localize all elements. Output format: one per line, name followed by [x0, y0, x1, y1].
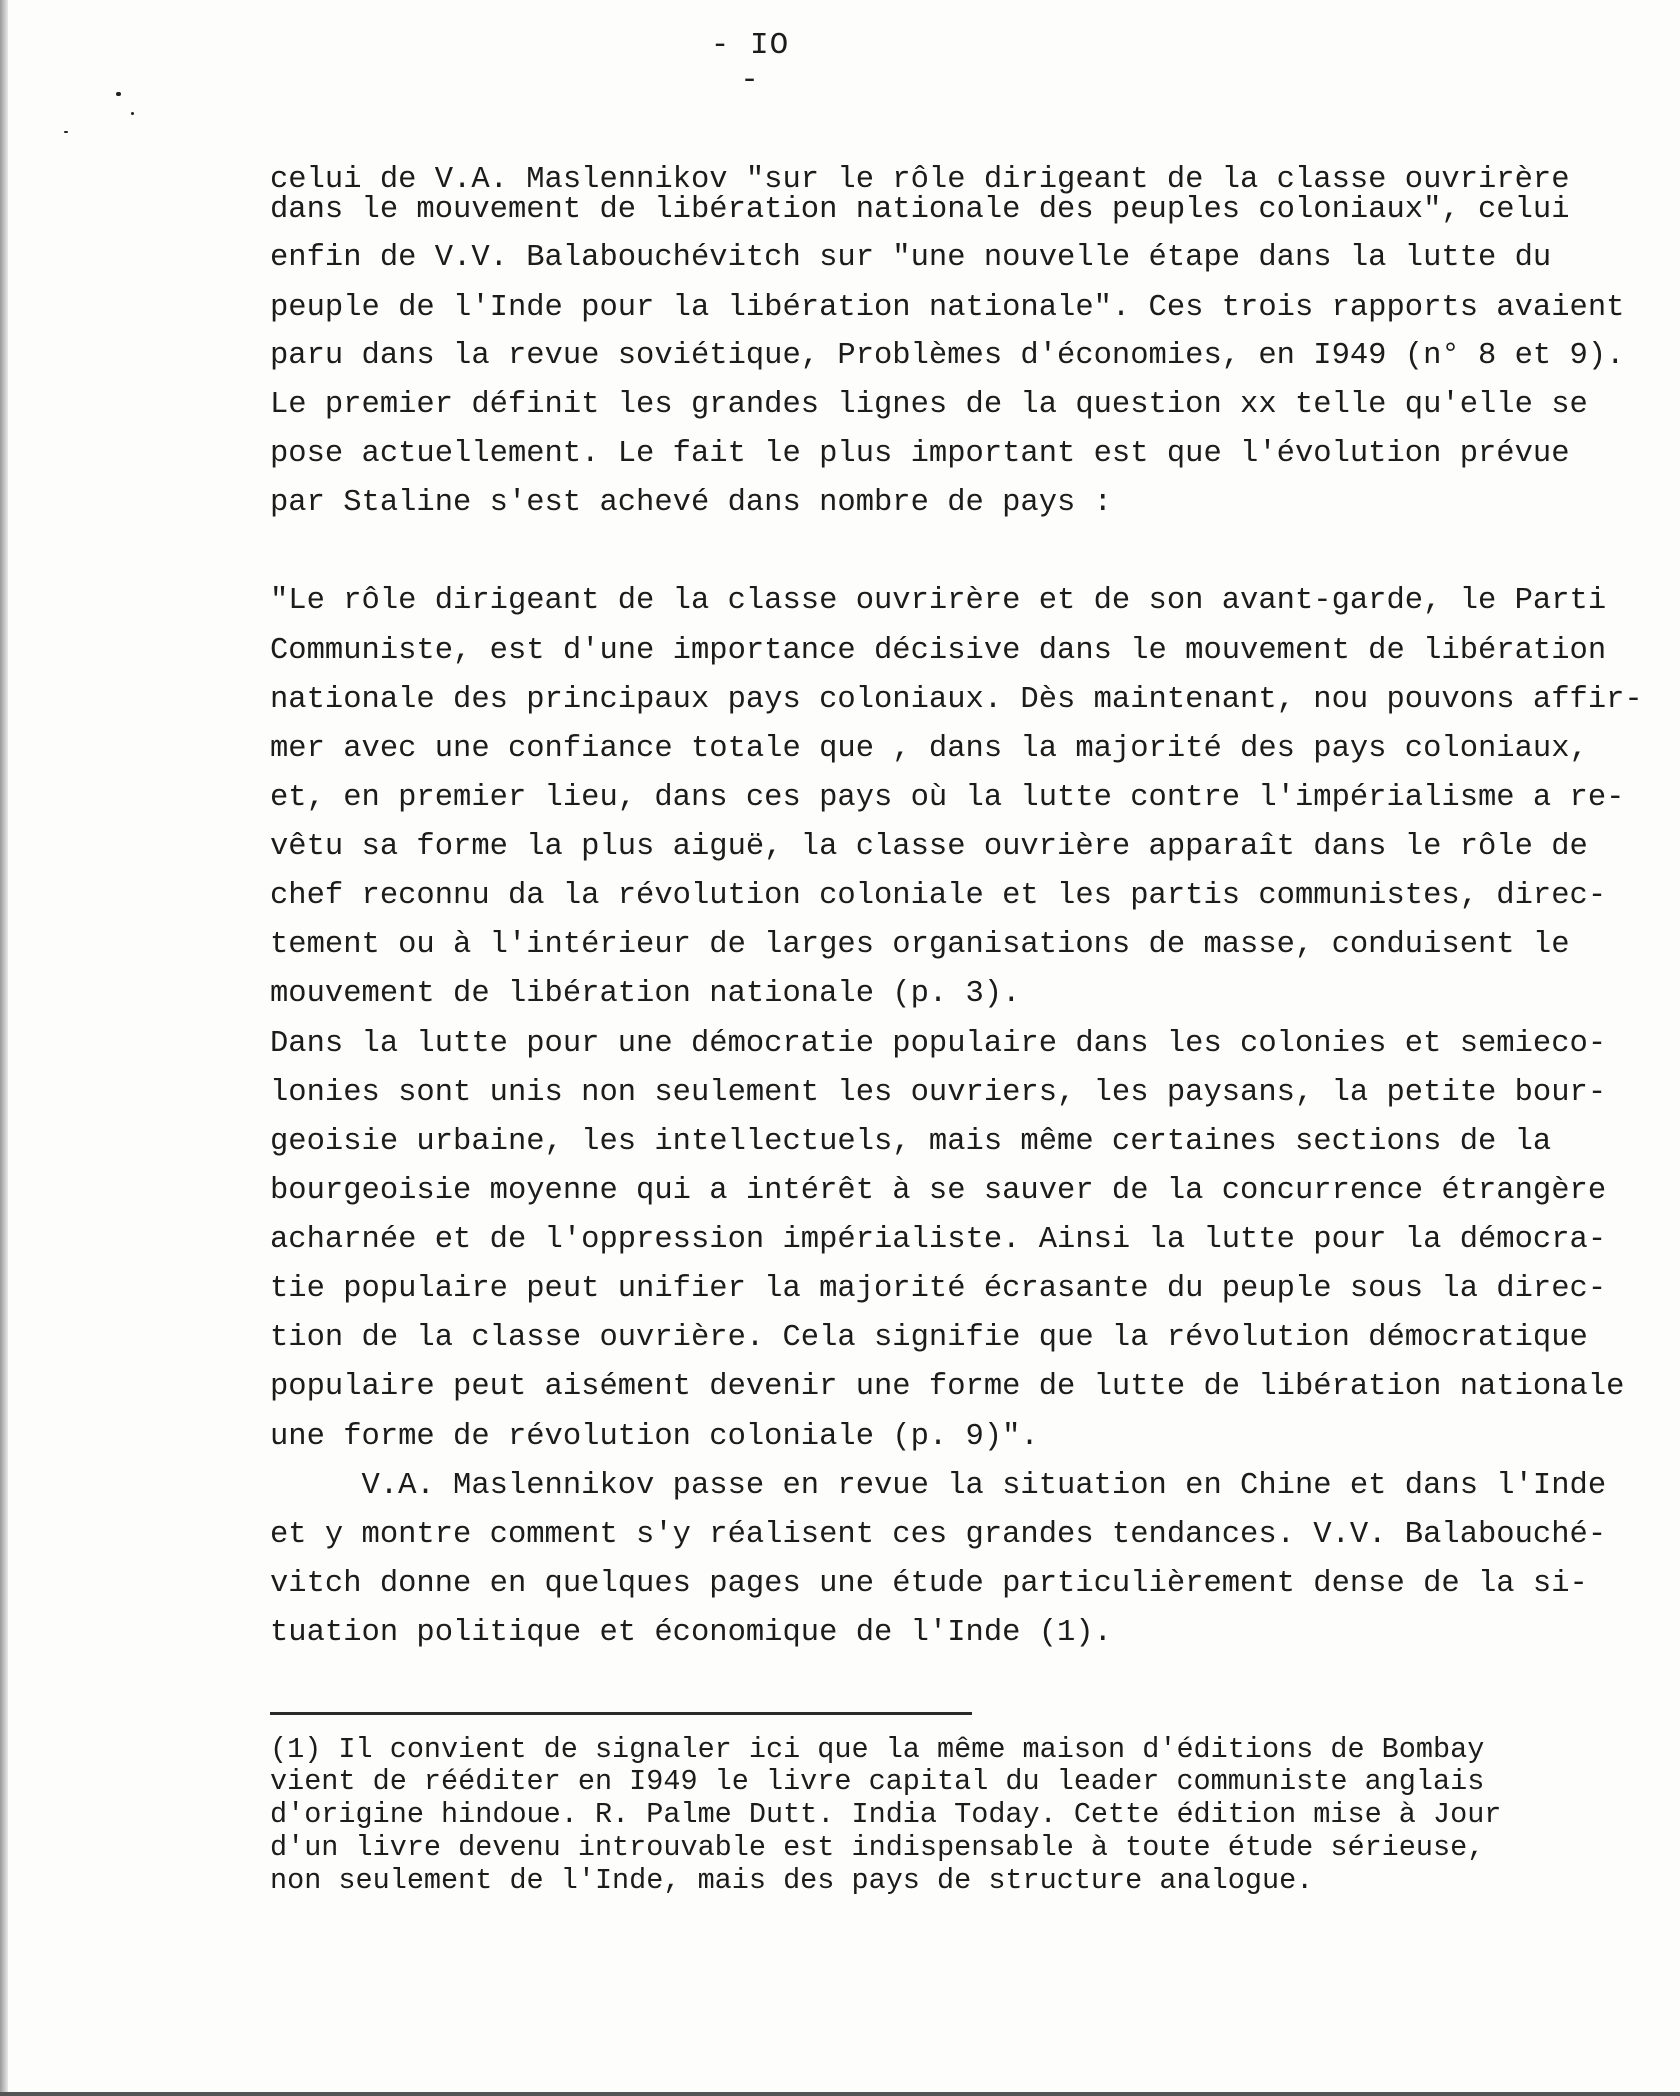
- scan-bottom-edge: [0, 2092, 1680, 2096]
- text-line: V.A. Maslennikov passe en revue la situation en Chine et dans l'Inde: [270, 1469, 1607, 1503]
- quote-line: acharnée et de l'oppression impérialiste. Ainsi la lutte pour la démocra-: [270, 1223, 1607, 1257]
- quote-line: une forme de révolution coloniale (p. 9)".: [270, 1420, 1039, 1454]
- text-line: paru dans la revue soviétique, Problèmes d'économies, en I949 (n° 8 et 9).: [270, 339, 1625, 373]
- quote-line: Dans la lutte pour une démocratie populaire dans les colonies et semieco-: [270, 1027, 1607, 1061]
- text-line: Le premier définit les grandes lignes de la question xx telle qu'elle se: [270, 388, 1588, 422]
- footnote-line: d'un livre devenu introuvable est indispensable à toute étude sérieuse,: [270, 1831, 1485, 1864]
- page-number: - IO -: [710, 28, 790, 98]
- footnote-line: non seulement de l'Inde, mais des pays de structure analogue.: [270, 1864, 1314, 1897]
- quote-line: mer avec une confiance totale que , dans la majorité des pays coloniaux,: [270, 732, 1588, 766]
- quote-line: lonies sont unis non seulement les ouvriers, les paysans, la petite bour-: [270, 1076, 1607, 1110]
- quote-line: "Le rôle dirigeant de la classe ouvrirère et de son avant-garde, le Parti: [270, 584, 1607, 618]
- text-line: celui de V.A. Maslennikov "sur le rôle dirigeant de la classe ouvrirère: [270, 163, 1570, 197]
- quote-line: geoisie urbaine, les intellectuels, mais même certaines sections de la: [270, 1125, 1552, 1159]
- footnote-line: d'origine hindoue. R. Palme Dutt. India Today. Cette édition mise à Jour: [270, 1798, 1502, 1831]
- text-line: par Staline s'est achevé dans nombre de pays :: [270, 486, 1112, 520]
- ink-speck: [116, 92, 121, 96]
- text-line: et y montre comment s'y réalisent ces grandes tendances. V.V. Balabouché-: [270, 1518, 1607, 1552]
- quote-line: vêtu sa forme la plus aiguë, la classe ouvrière apparaît dans le rôle de: [270, 830, 1588, 864]
- quote-line: et, en premier lieu, dans ces pays où la lutte contre l'impérialisme a re-: [270, 781, 1625, 815]
- text-line: pose actuellement. Le fait le plus important est que l'évolution prévue: [270, 437, 1570, 471]
- ink-speck: [131, 112, 134, 115]
- quote-line: tion de la classe ouvrière. Cela signifie que la révolution démocratique: [270, 1321, 1588, 1355]
- text-line: tuation politique et économique de l'Inde (1).: [270, 1616, 1112, 1650]
- text-line: dans le mouvement de libération nationale des peuples coloniaux", celui: [270, 193, 1570, 227]
- quote-line: bourgeoisie moyenne qui a intérêt à se sauver de la concurrence étrangère: [270, 1174, 1607, 1208]
- text-line: vitch donne en quelques pages une étude particulièrement dense de la si-: [270, 1567, 1588, 1601]
- footnote-separator: [270, 1712, 972, 1715]
- quote-line: chef reconnu da la révolution coloniale et les partis communistes, direc-: [270, 879, 1607, 913]
- quote-line: tie populaire peut unifier la majorité écrasante du peuple sous la direc-: [270, 1272, 1607, 1306]
- quote-line: tement ou à l'intérieur de larges organisations de masse, conduisent le: [270, 928, 1570, 962]
- quote-line: mouvement de libération nationale (p. 3).: [270, 977, 1021, 1011]
- footnote-line: (1) Il convient de signaler ici que la même maison d'éditions de Bombay: [270, 1733, 1485, 1766]
- quote-line: nationale des principaux pays coloniaux. Dès maintenant, nou pouvons affir-: [270, 683, 1643, 717]
- scan-left-edge: [0, 0, 8, 2096]
- text-line: peuple de l'Inde pour la libération nationale". Ces trois rapports avaient: [270, 291, 1625, 325]
- quote-line: populaire peut aisément devenir une forme de lutte de libération nationale: [270, 1370, 1625, 1404]
- footnote-line: vient de rééditer en I949 le livre capital du leader communiste anglais: [270, 1765, 1485, 1798]
- quote-line: Communiste, est d'une importance décisive dans le mouvement de libération: [270, 634, 1607, 668]
- ink-speck: [64, 131, 68, 133]
- text-line: enfin de V.V. Balabouchévitch sur "une nouvelle étape dans la lutte du: [270, 241, 1552, 275]
